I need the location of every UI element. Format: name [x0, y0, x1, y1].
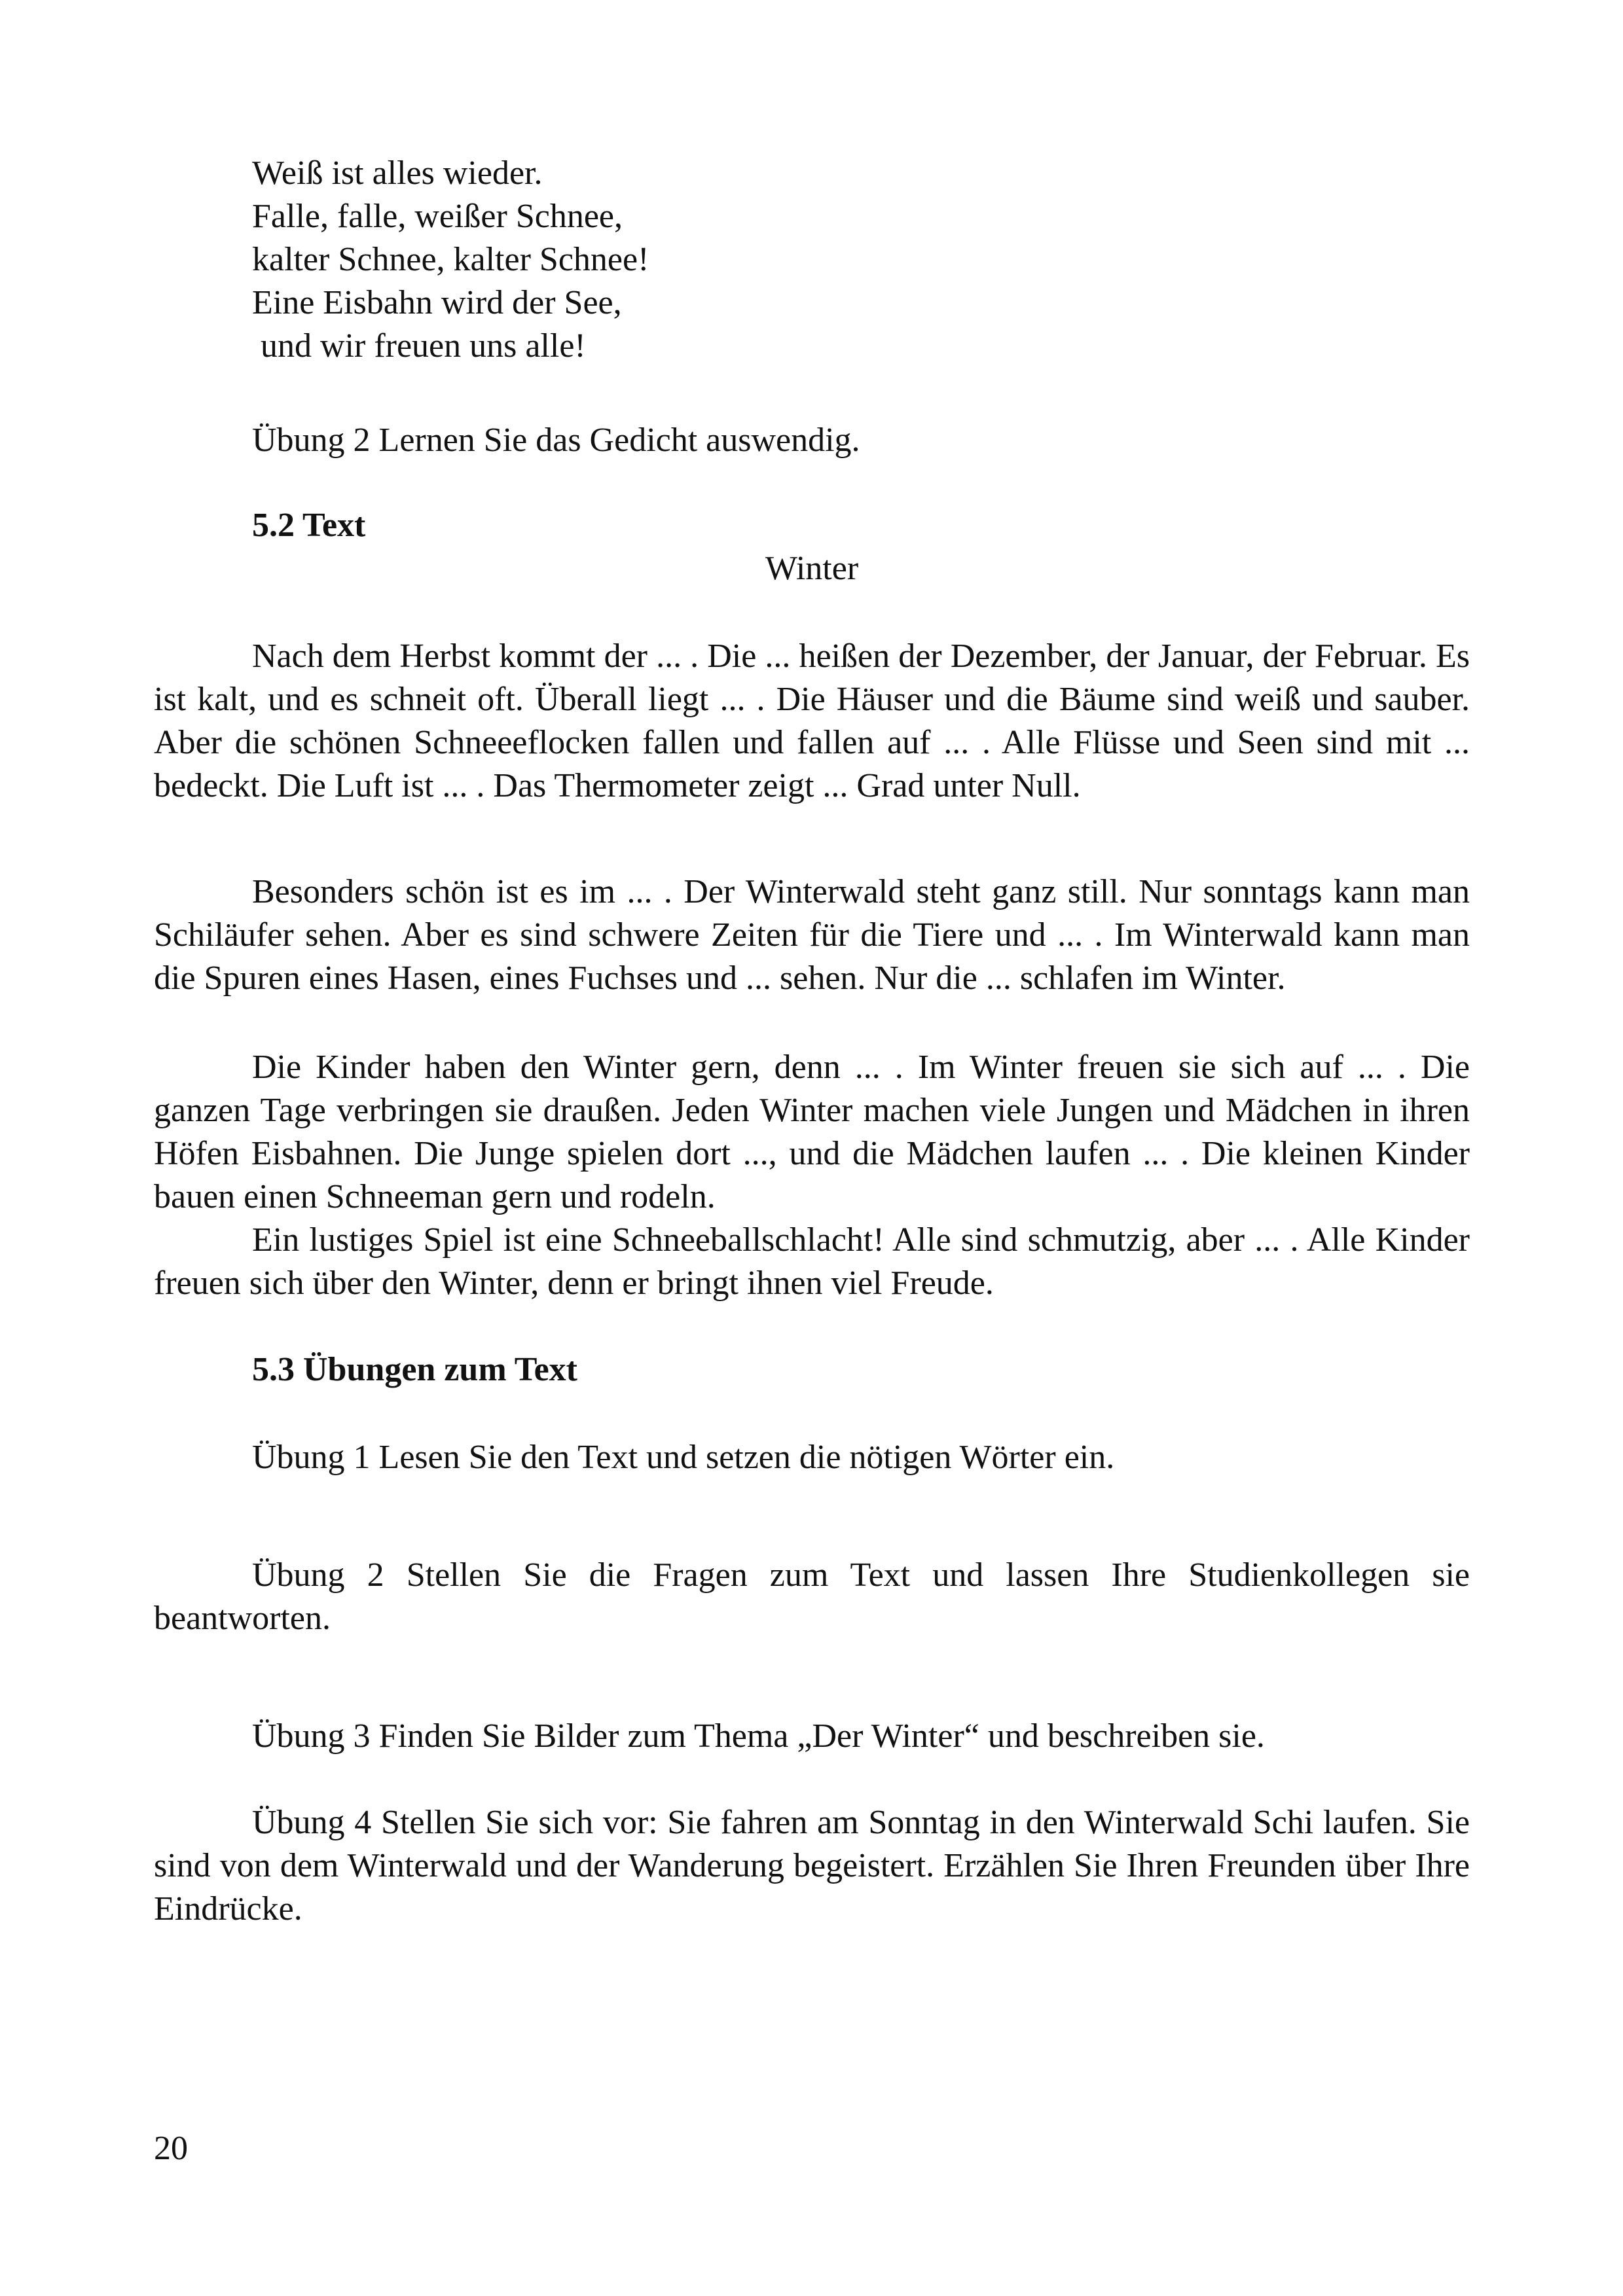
text-paragraph: Ein lustiges Spiel ist eine Schneeballschlacht! Alle sind schmutzig, aber ... . Alle Kinder freuen sich über den Winter, denn er bringt ihnen viel Freude.: [154, 1221, 1470, 1302]
poem-line: Weiß ist alles wieder.: [252, 154, 543, 192]
page-number: 20: [154, 2130, 188, 2167]
exercise-item: Übung 2 Stellen Sie die Fragen zum Text und lassen Ihre Studienkollegen sie beantworten.: [154, 1556, 1470, 1637]
text-paragraph: Die Kinder haben den Winter gern, denn ... . Im Winter freuen sie sich auf ... . Die ganzen Tage verbringen sie draußen. Jeden Winter machen viele Jungen und Mädchen in ihren Höfen Eisbahnen. Die Junge spielen dort ..., und die Mädchen laufen ... . Die kleinen Kinder bauen einen Schneeman gern und rodeln.: [154, 1049, 1470, 1215]
poem-line: kalter Schnee, kalter Schnee!: [252, 241, 649, 278]
exercise-item: Übung 4 Stellen Sie sich vor: Sie fahren am Sonntag in den Winterwald Schi laufen. Sie sind von dem Winterwald und der Wanderung begeistert. Erzählen Sie Ihren Freunden über Ihre Eindrücke.: [154, 1804, 1470, 1928]
poem: [252, 152, 649, 368]
exercise-item: Übung 3 Finden Sie Bilder zum Thema „Der Winter“ und beschreiben sie.: [252, 1717, 1265, 1755]
section-heading-exercises: 5.3 Übungen zum Text: [252, 1351, 577, 1388]
poem-line: und wir freuen uns alle!: [252, 327, 586, 365]
text-paragraph: Besonders schön ist es im ... . Der Winterwald steht ganz still. Nur sonntags kann man Schiläufer sehen. Aber es sind schwere Zeiten für die Tiere und ... . Im Winterwald kann man die Spuren eines Hasen, eines Fuchses und ... sehen. Nur die ... schlafen im Winter.: [154, 873, 1470, 997]
section-heading-text: 5.2 Text: [252, 507, 366, 544]
exercise-poem: Übung 2 Lernen Sie das Gedicht auswendig.: [252, 422, 860, 459]
text-title: Winter: [765, 550, 859, 587]
poem-line: Falle, falle, weißer Schnee,: [252, 198, 623, 235]
text-paragraph: Nach dem Herbst kommt der ... . Die ... heißen der Dezember, der Januar, der Februar. Es ist kalt, und es schneit oft. Überall liegt ... . Die Häuser und die Bäume sind weiß und sauber. Aber die schönen Schneeeflocken fallen und fallen auf ... . Alle Flüsse und Seen sind mit ... bedeckt. Die Luft ist ... . Das Thermometer zeigt ... Grad unter Null.: [154, 637, 1470, 804]
poem-line: Eine Eisbahn wird der See,: [252, 284, 622, 321]
exercise-item: Übung 1 Lesen Sie den Text und setzen die nötigen Wörter ein.: [252, 1439, 1115, 1476]
